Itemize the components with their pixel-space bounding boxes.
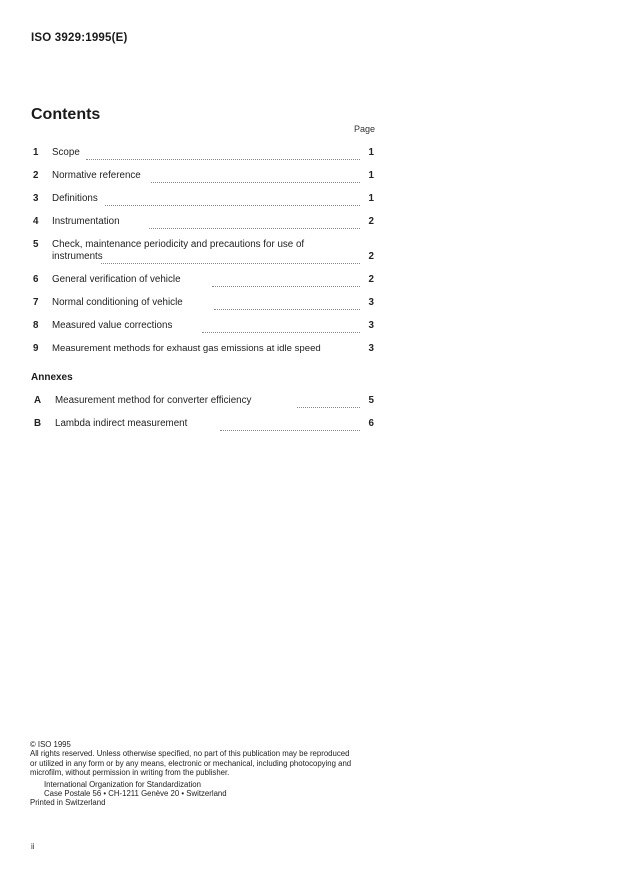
organization-name: International Organization for Standardization: [44, 779, 201, 789]
toc-entry-title: Scope: [52, 147, 84, 158]
toc-entry-number: 5: [33, 239, 39, 250]
rights-text-line2: or utilized in any form or by any means, electronic or mechanical, including photocopying and: [30, 758, 352, 768]
annex-entry-b[interactable]: [31, 418, 374, 432]
toc-entry-number: 3: [33, 193, 39, 204]
annex-page: 5: [368, 395, 374, 406]
dot-leader: [151, 170, 360, 183]
toc-entry-7[interactable]: [31, 297, 374, 311]
dot-leader: [297, 395, 360, 408]
toc-entry-page: 2: [368, 274, 374, 285]
toc-entry-page: 1: [368, 170, 374, 181]
toc-entry-number: 8: [33, 320, 39, 331]
rights-text-line3: microfilm, without permission in writing from the publisher.: [30, 768, 230, 778]
annex-title: Lambda indirect measurement: [55, 418, 191, 429]
toc-entry-title: Normative reference: [52, 170, 145, 181]
toc-entry-number: 2: [33, 170, 39, 181]
annex-letter: B: [34, 418, 42, 429]
dot-leader: [105, 193, 360, 206]
annex-title: Measurement method for converter efficiency: [55, 395, 255, 406]
toc-entry-8[interactable]: [31, 320, 374, 334]
toc-entry-number: 9: [33, 343, 39, 354]
rights-text-line1: All rights reserved. Unless otherwise specified, no part of this publication may be reproduced: [30, 749, 350, 759]
toc-entry-page: 3: [368, 297, 374, 308]
toc-entry-6[interactable]: [31, 274, 374, 288]
toc-entry-number: 1: [33, 147, 39, 158]
toc-entry-page: 3: [368, 320, 374, 331]
dot-leader: [214, 297, 360, 310]
annexes-heading: Annexes: [31, 372, 73, 383]
toc-entry-number: 4: [33, 216, 39, 227]
toc-entry-number: 7: [33, 297, 39, 308]
toc-entry-title: Measurement methods for exhaust gas emissions at idle speed: [52, 343, 325, 354]
toc-entry-number: 6: [33, 274, 39, 285]
toc-entry-2[interactable]: [31, 170, 374, 184]
toc-entry-page: 2: [368, 251, 374, 262]
dot-leader: [86, 147, 360, 160]
copyright-line: © ISO 1995: [30, 740, 71, 749]
toc-entry-title: Instrumentation: [52, 216, 124, 227]
copyright-block: [30, 740, 380, 808]
dot-leader: [202, 320, 360, 333]
toc-entry-1[interactable]: [31, 147, 374, 161]
toc-entry-4[interactable]: [31, 216, 374, 230]
printed-in: Printed in Switzerland: [30, 798, 106, 808]
annex-letter: A: [34, 395, 42, 406]
toc-entry-page: 3: [368, 343, 374, 354]
dot-leader: [101, 251, 360, 264]
dot-leader: [149, 216, 360, 229]
toc-entry-5[interactable]: [31, 239, 374, 265]
toc-entry-title: Measured value corrections: [52, 320, 176, 331]
page-number: ii: [31, 842, 35, 851]
toc-entry-9[interactable]: [31, 343, 374, 357]
toc-entry-3[interactable]: [31, 193, 374, 207]
toc-entry-page: 1: [368, 147, 374, 158]
toc-entry-title: Definitions: [52, 193, 102, 204]
annex-entry-a[interactable]: [31, 395, 374, 409]
dot-leader: [220, 418, 360, 431]
annex-page: 6: [368, 418, 374, 429]
toc-entry-page: 2: [368, 216, 374, 227]
toc-entry-title: General verification of vehicle: [52, 274, 185, 285]
toc-entry-title-line1: Check, maintenance periodicity and precautions for use of: [52, 239, 305, 250]
document-id: ISO 3929:1995(E): [31, 32, 128, 44]
organization-address: Case Postale 56 • CH-1211 Genève 20 • Switzerland: [44, 789, 227, 799]
contents-title: Contents: [31, 106, 101, 123]
toc-entry-page: 1: [368, 193, 374, 204]
toc-entry-title: Normal conditioning of vehicle: [52, 297, 187, 308]
page-column-label: Page: [354, 124, 376, 134]
toc-entry-title-line2: instruments: [52, 251, 107, 262]
dot-leader: [212, 274, 360, 287]
